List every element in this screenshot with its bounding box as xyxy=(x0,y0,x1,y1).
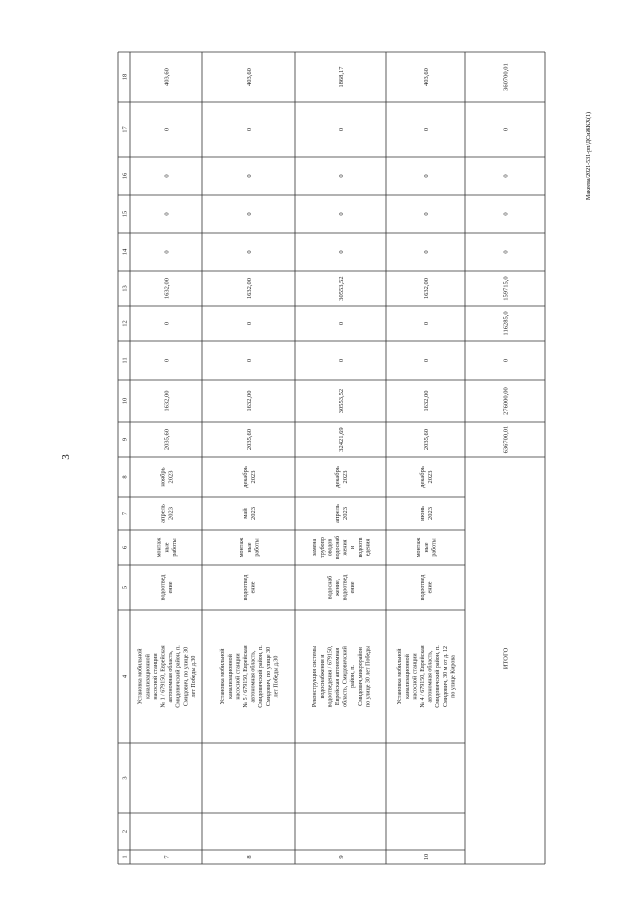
total-col13: 159715,0 xyxy=(502,276,510,301)
table-row-8-col9: 2035,60 xyxy=(245,428,253,451)
table-row-9-col13: 30553,52 xyxy=(337,276,345,301)
column-number-1: 1 xyxy=(121,855,129,859)
table-row-9-col1: 9 xyxy=(337,855,345,859)
table-row-10-col11: 0 xyxy=(422,358,430,363)
table-row-9-col5: водоснаб жение, водоотвед ение xyxy=(327,574,357,601)
total-col9: 636700,01 xyxy=(502,425,510,454)
total-col14: 0 xyxy=(502,250,510,254)
table-row-7-col12: 0 xyxy=(163,321,171,326)
table-row-9-col15: 0 xyxy=(337,212,345,216)
page-number: 3 xyxy=(59,454,72,460)
table-row-10-col5: водоотвед ение xyxy=(420,574,434,601)
table-row-10-col12: 0 xyxy=(422,321,430,326)
column-number-4: 4 xyxy=(121,674,129,679)
column-number-3: 3 xyxy=(121,776,129,780)
table-row-8-col5: водоотвед ение xyxy=(243,574,257,601)
table-row-9-col16: 0 xyxy=(337,174,345,178)
table-row-10-col17: 0 xyxy=(422,127,430,132)
table-row-7-col16: 0 xyxy=(163,174,171,178)
column-number-6: 6 xyxy=(121,545,129,550)
table-row-7-col18: 403,60 xyxy=(163,68,171,86)
table-row-7-col15: 0 xyxy=(163,212,171,216)
table-row-10-col18: 403,60 xyxy=(422,68,430,86)
total-col11: 0 xyxy=(502,358,510,363)
column-number-17: 17 xyxy=(121,126,129,133)
table-row-9-col4: Реконструкция системы водоснабжения и водоотведения / 679150, Еврейская автономная область, Смидовичский район, п. Смидович,микрорайон по улице 30 лет Победы xyxy=(312,645,372,708)
table-row-8-col11: 0 xyxy=(245,358,253,363)
table-row-8-col4: Установка мобильной канализационной насосной станции № 5 / 679150, Еврейская автономная область, Смидовичский район, п. Смидович, по улице 30 лет Победы д.30 xyxy=(220,645,280,708)
column-number-9: 9 xyxy=(121,437,129,442)
table-row-7-col10: 1632,00 xyxy=(163,390,171,412)
table-row-10-col8: декабрь2023 xyxy=(418,466,434,488)
total-col15: 0 xyxy=(502,212,510,216)
total-col18: 360700,01 xyxy=(502,63,510,91)
total-col12: 116285,0 xyxy=(502,311,510,336)
column-number-14: 14 xyxy=(121,248,129,256)
column-number-5: 5 xyxy=(121,585,129,590)
table-row-7-col7: апрель2023 xyxy=(159,504,175,523)
table-row-7-col8: ноябрь2023 xyxy=(159,467,175,487)
table-row-8-col10: 1632,00 xyxy=(245,390,253,412)
table-row-10-col7: июнь2023 xyxy=(418,506,434,521)
table-row-8-col12: 0 xyxy=(245,321,253,326)
table-row-8-col8: декабрь2023 xyxy=(241,466,257,488)
table-row-7-col5: водоотвед ение xyxy=(160,574,175,601)
total-col10: 276000,00 xyxy=(502,387,510,415)
table-row-8-col16: 0 xyxy=(245,174,253,178)
table-row-10-col6: монтаж ные работы xyxy=(416,537,438,558)
table-cells xyxy=(121,63,509,860)
table-row-8-col1: 8 xyxy=(245,855,253,859)
total-col17: 0 xyxy=(502,127,510,132)
table-row-9-col7: апрель2023 xyxy=(333,504,349,523)
footer-reference-text: Макеева/2021-531-рп/ДСиЖКХ(1) xyxy=(586,111,592,200)
column-number-12: 12 xyxy=(121,320,129,327)
table-row-10-col10: 1632,00 xyxy=(422,390,430,412)
table-row-9-col6: замена трубопр оводов водоснаб жения и водоотв едения xyxy=(312,535,372,560)
table-row-8-col13: 1632,00 xyxy=(245,277,253,300)
column-number-2: 2 xyxy=(121,829,129,834)
table-row-9-col12: 0 xyxy=(337,321,345,326)
table-row-10-col16: 0 xyxy=(422,174,430,178)
table-row-10-col9: 2035,60 xyxy=(422,428,430,451)
column-number-18: 18 xyxy=(121,73,129,81)
table-row-7-col13: 1632,00 xyxy=(163,277,171,300)
table-row-8-col14: 0 xyxy=(245,250,253,254)
table-row-10-col14: 0 xyxy=(422,250,430,254)
table-row-9-col17: 0 xyxy=(337,127,345,132)
total-label: ИТОГО xyxy=(502,647,510,670)
table-row-7-col11: 0 xyxy=(163,358,171,363)
column-number-8: 8 xyxy=(121,475,129,479)
column-number-11: 11 xyxy=(121,357,129,364)
table-row-10-col15: 0 xyxy=(422,212,430,216)
column-number-7: 7 xyxy=(121,511,129,516)
table-row-10-col4: Установка мобильной канализационной насосной станции № 4 / 679150, Еврейская автономная область, Смидовичский район, п. Смидович, 30 м от д. 12 по улице Кирова xyxy=(397,645,457,708)
table-row-8-col7: май2023 xyxy=(241,507,257,520)
column-number-13: 13 xyxy=(121,285,129,292)
table-row-8-col18: 403,60 xyxy=(245,68,253,86)
column-number-15: 15 xyxy=(121,210,129,218)
table-row-7-col6: монтаж ные работы xyxy=(156,537,178,558)
table-row-9-col10: 30553,52 xyxy=(337,388,345,414)
table-row-7-col9: 2035,60 xyxy=(163,428,171,451)
table-row-9-col18: 1868,17 xyxy=(337,66,345,88)
column-number-16: 16 xyxy=(121,172,129,180)
table-row-10-col1: 10 xyxy=(422,853,430,861)
table-row-8-col15: 0 xyxy=(245,212,253,216)
table-row-9-col8: декабрь2023 xyxy=(333,466,349,488)
table-row-7-col17: 0 xyxy=(163,127,171,132)
table-row-7-col4: Установка мобильной канализационной насосной станции № 1 / 679150, Еврейская автономная область, Смидовичский район, п. Смидович, по улице 30 лет Победы д.30 xyxy=(137,645,197,708)
total-col16: 0 xyxy=(502,174,510,178)
table-row-7-col14: 0 xyxy=(163,250,171,254)
table-row-8-col6: монтаж ные работы xyxy=(239,537,261,558)
table-row-7-col1: 7 xyxy=(163,855,171,859)
table-row-9-col11: 0 xyxy=(337,358,345,363)
column-number-10: 10 xyxy=(121,397,129,405)
table-row-9-col9: 32421,69 xyxy=(337,427,345,452)
table-row-8-col17: 0 xyxy=(245,127,253,132)
table-row-10-col13: 1632,00 xyxy=(422,277,430,300)
table-row-9-col14: 0 xyxy=(337,250,345,254)
table-grid xyxy=(118,52,545,864)
